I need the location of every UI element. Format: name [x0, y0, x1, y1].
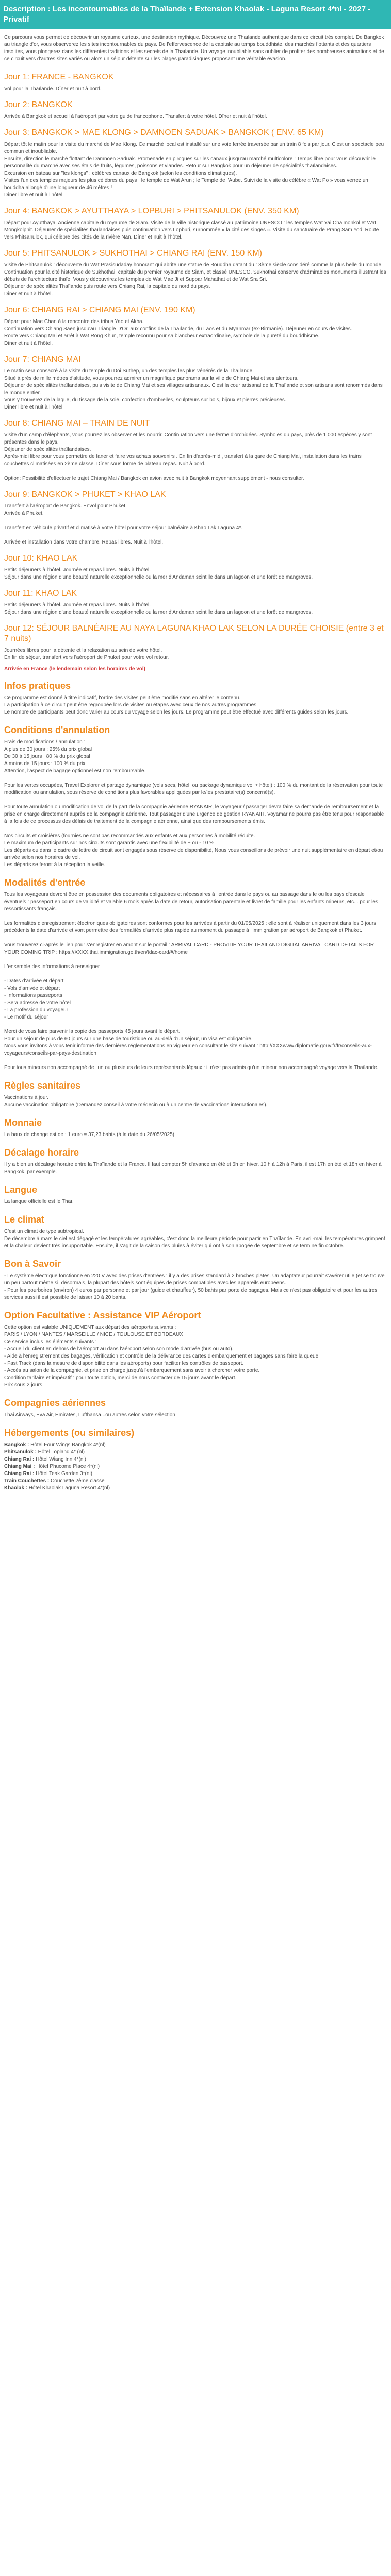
section-title: Le climat: [4, 1214, 45, 1225]
day-text: Journées libres pour la détente et la relaxation au sein de votre hôtel. En fin de séjour, transfert vers l'aéroport de Phuket pour votre vol retour.: [4, 648, 169, 660]
day-title: Jour 3: BANGKOK > MAE KLONG > DAMNOEN SADUAK > BANGKOK ( ENV. 65 KM): [4, 128, 324, 137]
hotel-name: Hôtel Phucome Place 4*(nl): [36, 1464, 100, 1469]
hotel-name: Hôtel Teak Garden 3*(nl): [36, 1471, 92, 1477]
section-modalites-entree: [4, 877, 387, 1072]
section-text: Il y a bien un décalage horaire entre la Thaïlande et la France. Il faut compter 5h d'avance en été et 6h en hiver. 10 h à 12h à Paris, il est 17h en été et 18h en hiver à Bangkok, par exemple.: [4, 1162, 382, 1175]
section-title: Langue: [4, 1184, 38, 1195]
day-text: Départ pour Ayutthaya. Ancienne capitale du royaume de Siam. Visite de la ville historique classé au patrimoine UNESCO : les temples Wat Yai Chaimonkol et Wat Mongkolphit. Déjeuner de spécialités thaïlandaises puis continuation vers Lopburi, surnommée « la cité des singes ». Visite du sanctuaire de Prang Sam Yod. Route vers Phitsanulok, qui célèbre des cités de la rivière Nan. Dîner et nuit à l'hôtel.: [4, 220, 379, 240]
section-title: Bon à Savoir: [4, 1259, 61, 1269]
hotel-name: Hôtel Wiang Inn 4*(nl): [36, 1456, 86, 1462]
day-title: Jour 8: CHIANG MAI – TRAIN DE NUIT: [4, 419, 150, 428]
day-3: [4, 128, 387, 199]
hotel-city: Chiang Rai :: [4, 1471, 35, 1477]
section-text: Vaccinations à jour. Aucune vaccination obligatoire (Demandez conseil à votre médecin ou à un centre de vaccinations internationales).: [4, 1095, 268, 1108]
info-sections: [4, 680, 387, 1419]
hotel-city: Bangkok :: [4, 1442, 29, 1448]
day-text: Visite d'un camp d'éléphants, vous pourrez les observer et les nourrir. Continuation vers une ferme d'orchidées. Symboles du pays, près de 1 000 espèces y sont présentes dans le pays. Déjeuner de spécialités thaïlandaises. Après-midi libre pour vous permettre de faner et faire vos achats souvenirs . En fin d'après-midi, transfert à la gare de Chiang Mai, installation dans les trains couchettes climatisées en 2ème classe. Dîner sous forme de plateau repas. Nuit à bord. Option: Possibilité d'effectuer le trajet Chiang Mai / Bangkok en avion avec nuit à Bangkok moyennant supplément - nous consulter.: [4, 432, 372, 481]
section-text: Thai Airways, Eva Air, Emirates, Lufthansa...ou autres selon votre sélection: [4, 1412, 175, 1418]
day-8: [4, 418, 387, 482]
section-bon-a-savoir: [4, 1258, 387, 1301]
section-title: Option Facultative : Assistance VIP Aéroport: [4, 1310, 201, 1320]
section-compagnies-aeriennes: [4, 1397, 387, 1419]
day-12: [4, 623, 387, 673]
day-text: Le matin sera consacré à la visite du temple du Doi Suthep, un des temples les plus vénérés de la Thaïlande. Situé à près de mille mètres d'altitude, vous pourrez admirer un magnifique panorama sur la ville de Chiang Mai et ses alentours. Déjeuner de spécialités thaïlandaises, puis visite de Chiang Mai et ses villages artisanaux. C'est la cour artisanal de la Thaïlande et son artisans sont renommés dans le monde entier. Vous y trouverez de la laque, du tissage de la soie, confection d'ombrelles, sculpteurs sur bois, bijoux et pierres précieuses. Dîner libre et nuit à l'hôtel.: [4, 368, 383, 410]
section-title: Hébergements (ou similaires): [4, 1428, 135, 1438]
section-title: Décalage horaire: [4, 1147, 79, 1158]
day-10: [4, 553, 387, 581]
day-text: Vol pour la Thaïlande. Dîner et nuit à bord.: [4, 86, 102, 92]
hotel-name: Hôtel Topland 4* (nl): [38, 1449, 85, 1455]
section-text: Tous les voyageurs devront être en possession des documents obligatoires et nécessaires à l'entrée dans le pays ou au passage dans le ou les pays d'escale éventuels : passeport en cours de validité et valable 6 mois après la date de retour, autorisation parentale et livret de famille pour les enfants mineurs, etc... pour les ressortissants français. Les formalités d'enregistrement électroniques obligatoires sont conformes pour les arrivées à partir du 01/05/2025 : elle sont à réaliser uniquement dans les 3 jours précédents la date d'arrivée et vont permettre des formalités d'arrivée plus rapide au moment du passage à l'immigration par aéroport de Bangkok et Phuket. Vous trouverez ci-après le lien pour s'enregistrer en amont sur le portail : ARRIVAL CARD - PROVIDE YOUR THAILAND DIGITAL ARRIVAL CARD DETAILS FOR YOUR COMING TRIP : https://XXXX.thai.immigration.go.th/en/tdac-card/#/home L'ensemble des informations à renseigner : - Dates d'arrivée et départ - Vols d'arrivée et départ - Informations passeports - Sera adresse de votre hôtel - La profession du voyageur - Le motif du séjour Merci de vous faire parvenir la copie des passeports 45 jours avant le départ. Pour un séjour de plus de 60 jours sur une base de touristique ou au-delà d'un séjour, un visa est obligatoire. Nous vous invitons à vous tenir informé des dernières réglementations en vigueur en consultant le site suivant : http://XXXwww.diplomatie.gouv.fr/fr/conseils-aux-voyageurs/conseils-par-pays-destination Pour tous mineurs non accompagné de l'un ou plusieurs de leurs représentants légaux : il n'est pas admis qu'un mineur non accompagné voyage vers la Thaïlande.: [4, 892, 379, 1071]
section-conditions-annulation: [4, 724, 387, 869]
section-title: Monnaie: [4, 1117, 42, 1128]
page-title-banner: [0, 0, 391, 29]
day-2: [4, 100, 387, 121]
hotel-line: [4, 1470, 387, 1478]
arrival-note: Arrivée en France (le lendemain selon les horaires de vol): [4, 666, 145, 672]
day-title: Jour 12: SÉJOUR BALNÉAIRE AU NAYA LAGUNA KHAO LAK SELON LA DURÉE CHOISIE (entre 3 et 7 nuits): [4, 624, 384, 643]
day-text: Départ tôt le matin pour la visite du marché de Mae Klong. Ce marché local est installé sur une voie ferrée traversée par un train 8 fois par jour. C'est un spectacle peu commun et inoubliable. Ensuite, direction le marché flottant de Damnoen Saduak. Promenade en pirogues sur les canaux jusqu'au marché multicolore : Temps libre pour vous découvrir le personnalité du marché avec ses étals de fruits, légumes, poissons et viandes. Retour sur Bangkok pour un déjeuner de spécialités thaïlandaises. Excursion en bateau sur "les klongs" : célèbres canaux de Bangkok (selon les conditions climatiques). Visites l'un des temples majeurs les plus célèbres du pays : le temple de Wat Arun ; le Temple de l'Aube. Suivi de la visite du célèbre « Wat Po » vous verrez un bouddha allongé d'une longueur de 46 mètres ! Dîner libre et nuit à l'hôtel.: [4, 142, 384, 198]
section-text: C'est un climat de type subtropical. De décembre à mars le ciel est dégagé et les températures agréables, c'est donc la meilleure période pour partir en Thaïlande. En avril-mai, les températures grimpent et la chaleur devient très insupportable. Ensuite, il s'agit de la saison des pluies à éviter qui ont à son apogée de septembre et se termine fin octobre.: [4, 1229, 385, 1249]
day-11: [4, 588, 387, 616]
day-text: Transfert à l'aéroport de Bangkok. Envol pour Phuket. Arrivée à Phuket. Transfert en véhicule privatif et climatisé à votre hôtel pour votre séjour balnéaire à Khao Lak Laguna 4*. Arrivée et installation dans votre chambre. Repas libres. Nuit à l'hôtel.: [4, 503, 243, 545]
hotel-city: Train Couchettes :: [4, 1478, 50, 1484]
hotel-line: [4, 1478, 387, 1485]
hotel-line: [4, 1456, 387, 1463]
section-text: Ce programme est donné à titre indicatif, l'ordre des visites peut être modifié sans en altérer le contenu. La participation à ce circuit peut être regroupée lors de visites ou étapes avec ceux de nos autres programmes. Le nombre de participants peut donc varier au cours du voyage selon les jours. Le programme peut être effectué avec différents guides selon les jours.: [4, 695, 349, 715]
day-title: Jour 4: BANGKOK > AYUTTHAYA > LOPBURI > PHITSANULOK (ENV. 350 KM): [4, 207, 299, 215]
day-6: [4, 305, 387, 347]
intro-paragraph: Ce parcours vous permet de découvrir un royaume curieux, une destination mythique. Découvrez une Thaïlande authentique dans ce circuit très complet. De Bangkok au triangle d'or, vous observerez les sites incontournables du pays. De l'effervescence de la capitale au temps bouddhiste, des marchés flottants et des quartiers insolites, vous plongerez dans les différentes traditions et les secrets de la Thaïlande. Un voyage inoubliable sans oublier de profiter des nombreuses animations et de ce circuit vers d'autres sites variés ou alors un séjour détente sur les plages paradisiaques proposant une véritable évasion.: [4, 35, 384, 62]
section-text: La langue officielle est le Thaï.: [4, 1199, 74, 1205]
section-climat: [4, 1214, 387, 1250]
section-text: - Le système électrique fonctionne en 220 V avec des prises d'entrées : il y a des prises standard à 2 broches plates. Un adaptateur pourrait s'avérer utile (et se trouve un peu partout même si, désormais, la plupart des hôtels sont équipés de prises compatibles avec les appareils européens. - Pour les pourboires (environ) 4 euros par personne et par jour (guide et chauffeur), 50 bahts par porte de bagages. Mais ce n'est pas obligatoire et pour les autres services aussi il est possible de laisser 10 à 20 bahts.: [4, 1273, 385, 1300]
day-title: Jour 2: BANGKOK: [4, 100, 73, 109]
main-content: [0, 29, 391, 1492]
day-5: [4, 248, 387, 298]
day-title: Jour 9: BANGKOK > PHUKET > KHAO LAK: [4, 490, 166, 499]
hotel-line: [4, 1463, 387, 1470]
section-assistance-vip: [4, 1310, 387, 1389]
hotel-city: Phitsanulok :: [4, 1449, 37, 1455]
day-text: Petits déjeuners à l'hôtel. Journée et repas libres. Nuits à l'hôtel. Séjour dans une région d'une beauté naturelle exceptionnelle ou la mer d'Andaman scintille dans un lagoon et une forêt de mangroves.: [4, 602, 313, 615]
section-regles-sanitaires: [4, 1080, 387, 1109]
hotel-name: Couchette 2ème classe: [51, 1478, 105, 1484]
hotel-line: [4, 1449, 387, 1456]
section-text: Cette option est valable UNIQUEMENT aux départ des aéroports suivants : PARIS / LYON / NANTES / MARSEILLE / NICE / TOULOUSE ET BORDEAUX Ce service inclus les éléments suivants : - Accueil du client en dehors de l'aéroport au dans l'aéroport selon son mode d'arrivée (bus ou auto). - Aide à l'enregistrement des bagages, vérification et contrôle de la délivrance des cartes d'embarquement et bagages sans faire la queue. - Fast Track (dans la mesure de disponibilité dans les aéroports) pour faciliter les contrôles de passeport. - Accès au salon de la compagnie, et prise en charge jusqu'à l'embarquement sans avoir à chercher votre porte. Condition tarifaire et impératif : pour toute option, merci de nous contacter de 15 jours avant le départ. Prix sous 2 jours: [4, 1325, 320, 1388]
section-title: Conditions d'annulation: [4, 725, 110, 735]
section-text: La baux de change est de : 1 euro = 37,23 bahts (à la date du 26/05/2025): [4, 1132, 174, 1138]
day-title: Jour 10: KHAO LAK: [4, 554, 78, 563]
section-decalage-horaire: [4, 1147, 387, 1176]
day-title: Jour 11: KHAO LAK: [4, 589, 77, 598]
day-title: Jour 7: CHIANG MAI: [4, 355, 81, 364]
day-title: Jour 6: CHIANG RAI > CHIANG MAI (ENV. 190 KM): [4, 306, 196, 314]
day-text: Petits déjeuners à l'hôtel. Journée et repas libres. Nuits à l'hôtel. Séjour dans une région d'une beauté naturelle exceptionnelle ou la mer d'Andaman scintille dans un lagoon et une forêt de mangroves.: [4, 567, 313, 580]
section-monnaie: [4, 1117, 387, 1139]
section-title: Infos pratiques: [4, 681, 71, 691]
day-1: [4, 72, 387, 93]
day-title: Jour 5: PHITSANULOK > SUKHOTHAI > CHIANG RAI (ENV. 150 KM): [4, 249, 262, 258]
hotel-line: [4, 1485, 387, 1492]
section-hebergements: [4, 1427, 387, 1492]
page-title: Description : Les incontournables de la Thaïlande + Extension Khaolak - Laguna Resort 4*nl - 2027 - Privatif: [3, 5, 371, 24]
day-7: [4, 354, 387, 411]
section-title: Modalités d'entrée: [4, 877, 86, 888]
section-langue: [4, 1184, 387, 1206]
section-title: Compagnies aériennes: [4, 1398, 106, 1408]
day-9: [4, 489, 387, 546]
hotel-city: Chiang Rai :: [4, 1456, 35, 1462]
day-text: Départ pour Mae Chan à la rencontre des tribus Yao et Akha. Continuation vers Chiang Saen jusqu'au Triangle D'Or, aux confins de la Thaïlande, du Laos et du Myanmar (ex-Birmanie). Déjeuner en cours de visites. Route vers Chiang Mai et arrêt à Wat Rong Khun, temple reconnu pour sa blancheur extraordinaire, symbole de la pureté du bouddhisme. Dîner et nuit à l'hôtel.: [4, 319, 352, 346]
hotel-city: Chiang Mai :: [4, 1464, 35, 1469]
itinerary: [4, 72, 387, 673]
section-text: Frais de modifications / annulation : A plus de 30 jours : 25% du prix global De 30 à 15 jours : 80 % du prix global A moins de 15 jours : 100 % du prix Attention, l'aspect de bagage optionnel est non remboursable. Pour les vertes occupées, Travel Explorer et partage dynamique (vols secs, hôtel, ou package dynamique vol + hôtel) : 100 % du montant de la réservation pour toute modification ou annulation, sous réserve de conditions plus favorables appliquées par le/les prestataire(s) concerné(s). Pour toute annulation ou modification de vol de la part de la compagnie aérienne RYANAIR, le voyageur / passager devra faire sa demande de remboursement et la prise en charge directement auprès de la compagnie aérienne. Tout passager d'une urgence de gestion RYANAIR. Voyamar ne pourra pas être tenu pour responsable à la fois de ce processus des délais de traitement de la compagnie aérienne, ainsi que des remboursements émis. Nos circuits et croisières (fournies ne sont pas recommandés aux enfants et aux personnes à mobilité réduite. Le maximum de participants sur nos circuits sont garantis avec une flexibilité de + ou - 10 %. Les départs ou dans le cadre de lettre de circuit sont engagés sous réserve de disponibilité, Nous vous conseillons de prévoir une nuit supplémentaire en départ et/ou arrivée selon nos horaires de vol. Les départs se feront à la réception la veille.: [4, 739, 384, 868]
hotel-name: Hôtel Khaolak Laguna Resort 4*(nl): [28, 1485, 110, 1491]
hotel-line: [4, 1442, 387, 1449]
day-4: [4, 206, 387, 241]
section-infos-pratiques: [4, 680, 387, 716]
day-text: Arrivée à Bangkok et accueil à l'aéroport par votre guide francophone. Transfert à votre hôtel. Dîner et nuit à l'hôtel.: [4, 114, 267, 120]
hotel-name: Hôtel Four Wings Bangkok 4*(nl): [30, 1442, 106, 1448]
section-title: Règles sanitaires: [4, 1080, 81, 1091]
day-text: Visite de Phitsanulok : découverte du Wat Prasisudaday honorant qui abrite une statue de Bouddha datant du 13ème siècle considéré comme la plus belle du monde. Continuation pour la cité historique de Sukhothai, capitale du premier royaume de Siam, et classé UNESCO. Sukhothai conserve d'admirables monuments illustrant les débuts de l'architecture thaïe. Vous y découvrirez les temples de Wat Mae Ji et Suppar Mahathat et de Wat Sra Sri. Déjeuner de spécialités Thaïlande puis route vers Chiang Rai, la capitale du nord du pays. Dîner et nuit à l'hôtel.: [4, 262, 386, 297]
hotel-city: Khaolak :: [4, 1485, 28, 1491]
day-title: Jour 1: FRANCE - BANGKOK: [4, 73, 114, 81]
